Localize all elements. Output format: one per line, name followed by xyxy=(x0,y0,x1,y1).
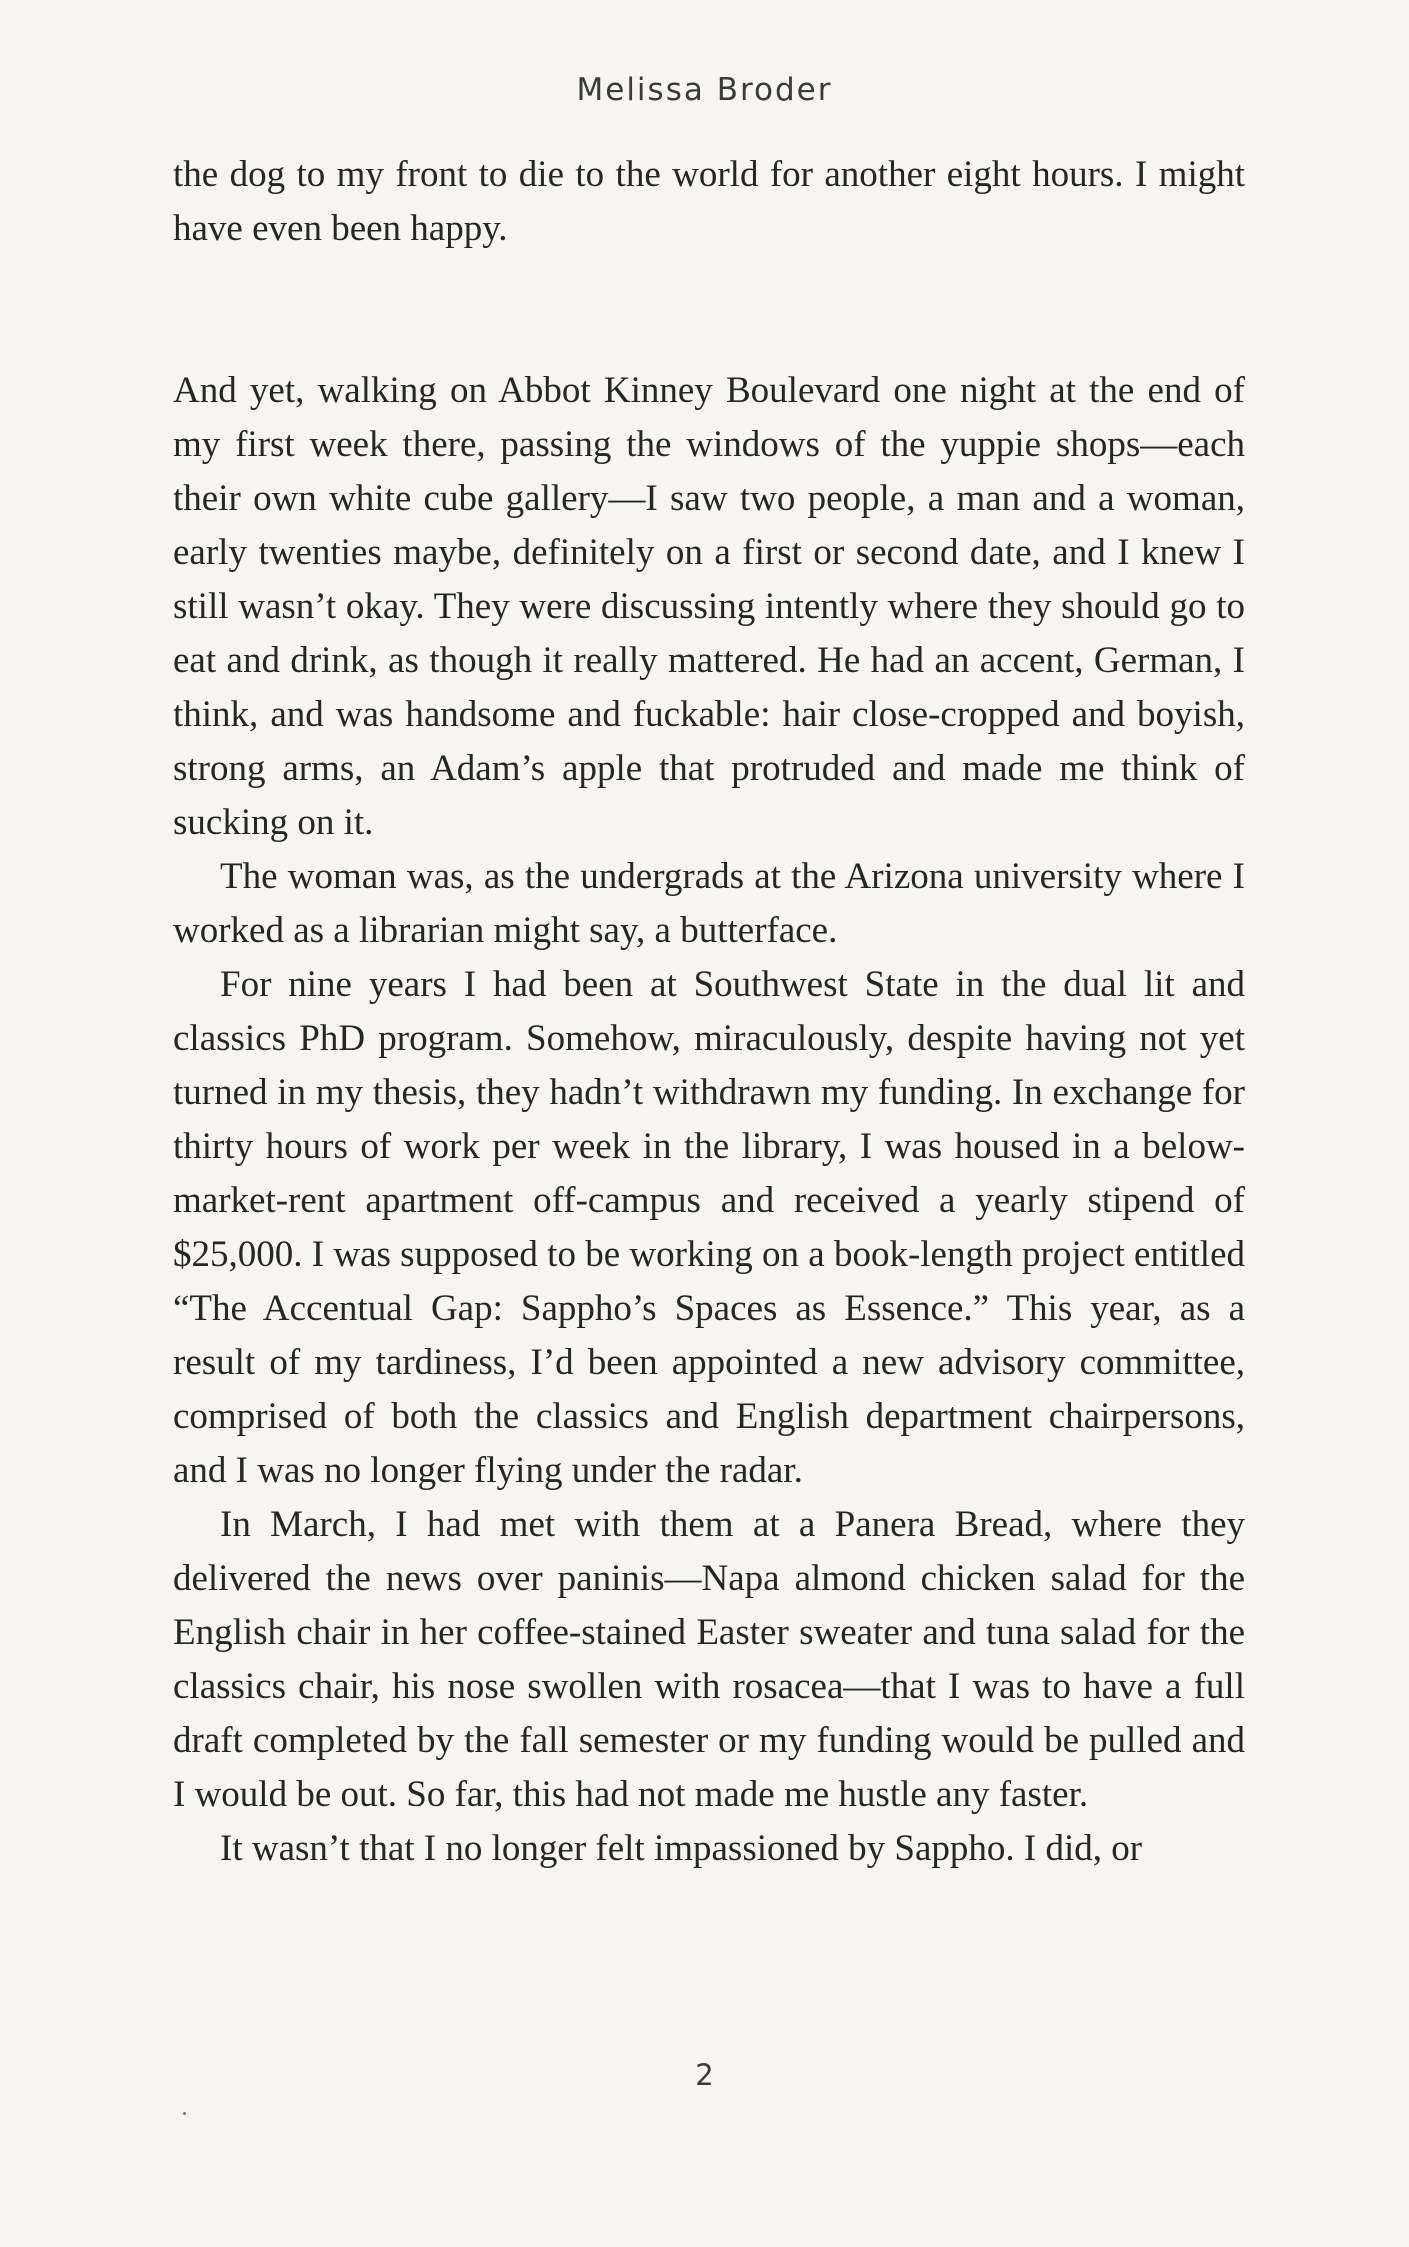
paragraph-section-start: And yet, walking on Abbot Kinney Boulevard one night at the end of my first week there, passing the windows of the yuppie shops—each their own white cube gallery—I saw two people, a man and a woman, early twenties maybe, definitely on a first or second date, and I knew I still wasn’t okay. They were discussing intently where they should go to eat and drink, as though it really mattered. He had an accent, German, I think, and was handsome and fuckable: hair close-cropped and boyish, strong arms, an Adam’s apple that protruded and made me think of sucking on it. xyxy=(173,370,1245,843)
scan-speck xyxy=(183,2112,186,2115)
paragraph-last: It wasn’t that I no longer felt impassioned by Sappho. I did, or xyxy=(220,1828,1143,1869)
paragraph: The woman was, as the undergrads at the Arizona university where I worked as a librarian might say, a butterface. xyxy=(173,856,1245,951)
paragraph: For nine years I had been at Southwest State in the dual lit and classics PhD program. Somehow, miraculously, despite having not yet turned in my thesis, they hadn’t withdrawn my funding. In exchange for thirty hours of work per week in the library, I was housed in a below-market-rent apartment off-campus and received a yearly stipend of $25,000. I was supposed to be working on a book-length project entitled “The Accentual Gap: Sappho’s Spaces as Essence.” This year, as a result of my tardiness, I’d been appointed a new advisory committee, comprised of both the classics and English department chairpersons, and I was no longer flying under the radar. xyxy=(173,964,1245,1491)
running-head: Melissa Broder xyxy=(576,72,833,108)
body-text xyxy=(173,148,1245,1876)
paragraph-continued: the dog to my front to die to the world for another eight hours. I might have even been happy. xyxy=(173,154,1245,249)
paragraph: In March, I had met with them at a Panera Bread, where they delivered the news over paninis—Napa almond chicken salad for the English chair in her coffee-stained Easter sweater and tuna salad for the classics chair, his nose swollen with rosacea—that I was to have a full draft completed by the fall semester or my funding would be pulled and I would be out. So far, this had not made me hustle any faster. xyxy=(173,1504,1245,1815)
page-number: 2 xyxy=(695,2058,714,2092)
